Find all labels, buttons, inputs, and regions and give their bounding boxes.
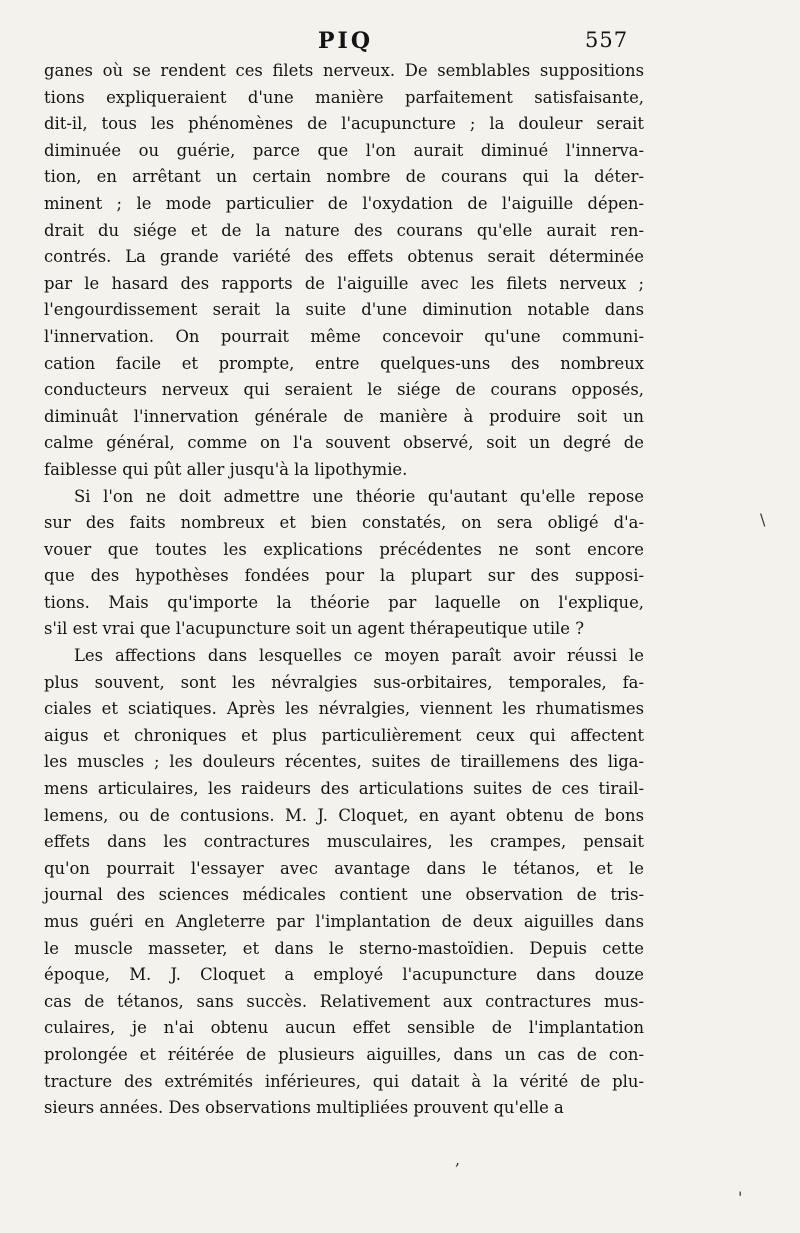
text-line: mus guéri en Angleterre par l'implantation de deux aiguilles dans (44, 912, 644, 931)
text-line: ganes où se rendent ces filets nerveux. De semblables suppositions (44, 61, 644, 80)
text-line: cas de tétanos, sans succès. Relativement aux contractures mus- (44, 991, 644, 1011)
running-head: PIQ (318, 28, 373, 54)
text-line: l'innervation. On pourrait même concevoir qu'une communi- (44, 326, 644, 346)
paragraph (44, 484, 644, 644)
text-line: vouer que toutes les explications précédentes ne sont encore (44, 539, 644, 559)
text-line: tion, en arrêtant un certain nombre de courans qui la déter- (44, 167, 644, 187)
text-line: dit-il, tous les phénomènes de l'acupuncture ; la douleur serait (44, 114, 644, 134)
page-number: 557 (585, 28, 629, 52)
text-line: culaires, je n'ai obtenu aucun effet sensible de l'implantation (44, 1018, 644, 1038)
text-line: minent ; le mode particulier de l'oxydation de l'aiguille dépen- (44, 193, 644, 213)
page-header (0, 28, 800, 62)
text-line: effets dans les contractures musculaires, les crampes, pensait (44, 832, 644, 852)
text-line: journal des sciences médicales contient une observation de tris- (44, 885, 644, 905)
body-text (44, 58, 644, 1122)
text-line: Les affections dans lesquelles ce moyen paraît avoir réussi le (74, 646, 644, 666)
text-line: que des hypothèses fondées pour la plupart sur des supposi- (44, 566, 644, 586)
text-line: calme général, comme on l'a souvent observé, soit un degré de (44, 433, 644, 453)
text-line: le muscle masseter, et dans le sterno-mastoïdien. Depuis cette (44, 938, 644, 958)
paragraph (44, 643, 644, 1122)
text-line: les muscles ; les douleurs récentes, suites de tiraillemens des liga- (44, 752, 644, 772)
text-line: conducteurs nerveux qui seraient le siége de courans opposés, (44, 380, 644, 400)
text-line: sur des faits nombreux et bien constatés, on sera obligé d'a- (44, 513, 644, 533)
text-line: tions expliqueraient d'une manière parfaitement satisfaisante, (44, 87, 644, 107)
text-line: prolongée et réitérée de plusieurs aiguilles, dans un cas de con- (44, 1044, 644, 1064)
paragraph (44, 58, 644, 484)
text-line: tions. Mais qu'importe la théorie par laquelle on l'explique, (44, 592, 644, 612)
text-line: sieurs années. Des observations multipliées prouvent qu'elle a (44, 1098, 564, 1118)
text-line: diminuât l'innervation générale de manière à produire soit un (44, 406, 644, 426)
stray-mark: , (455, 1150, 461, 1169)
text-line: drait du siége et de la nature des courans qu'elle aurait ren- (44, 220, 644, 240)
text-line: cation facile et prompte, entre quelques-uns des nombreux (44, 353, 644, 373)
text-line: par le hasard des rapports de l'aiguille avec les filets nerveux ; (44, 273, 644, 293)
text-line: faiblesse qui pût aller jusqu'à la lipothymie. (44, 459, 408, 479)
text-line: s'il est vrai que l'acupuncture soit un agent thérapeutique utile ? (44, 619, 584, 639)
text-line: aigus et chroniques et plus particulièrement ceux qui affectent (44, 725, 644, 745)
text-line: lemens, ou de contusions. M. J. Cloquet, en ayant obtenu de bons (44, 805, 644, 825)
text-line: l'engourdissement serait la suite d'une diminution notable dans (44, 300, 644, 320)
text-line: mens articulaires, les raideurs des articulations suites de ces tirail- (44, 779, 644, 799)
stray-mark: \ (760, 510, 766, 529)
text-line: plus souvent, sont les névralgies sus-orbitaires, temporales, fa- (44, 672, 644, 692)
stray-mark: ' (738, 1188, 743, 1207)
text-line: diminuée ou guérie, parce que l'on aurait diminué l'innerva- (44, 140, 644, 160)
text-line: Si l'on ne doit admettre une théorie qu'autant qu'elle repose (74, 486, 644, 506)
text-line: époque, M. J. Cloquet a employé l'acupuncture dans douze (44, 965, 644, 985)
text-line: qu'on pourrait l'essayer avec avantage dans le tétanos, et le (44, 858, 644, 878)
text-line: contrés. La grande variété des effets obtenus serait déterminée (44, 247, 644, 267)
text-line: tracture des extrémités inférieures, qui datait à la vérité de plu- (44, 1071, 644, 1091)
text-line: ciales et sciatiques. Après les névralgies, viennent les rhumatismes (44, 699, 644, 719)
